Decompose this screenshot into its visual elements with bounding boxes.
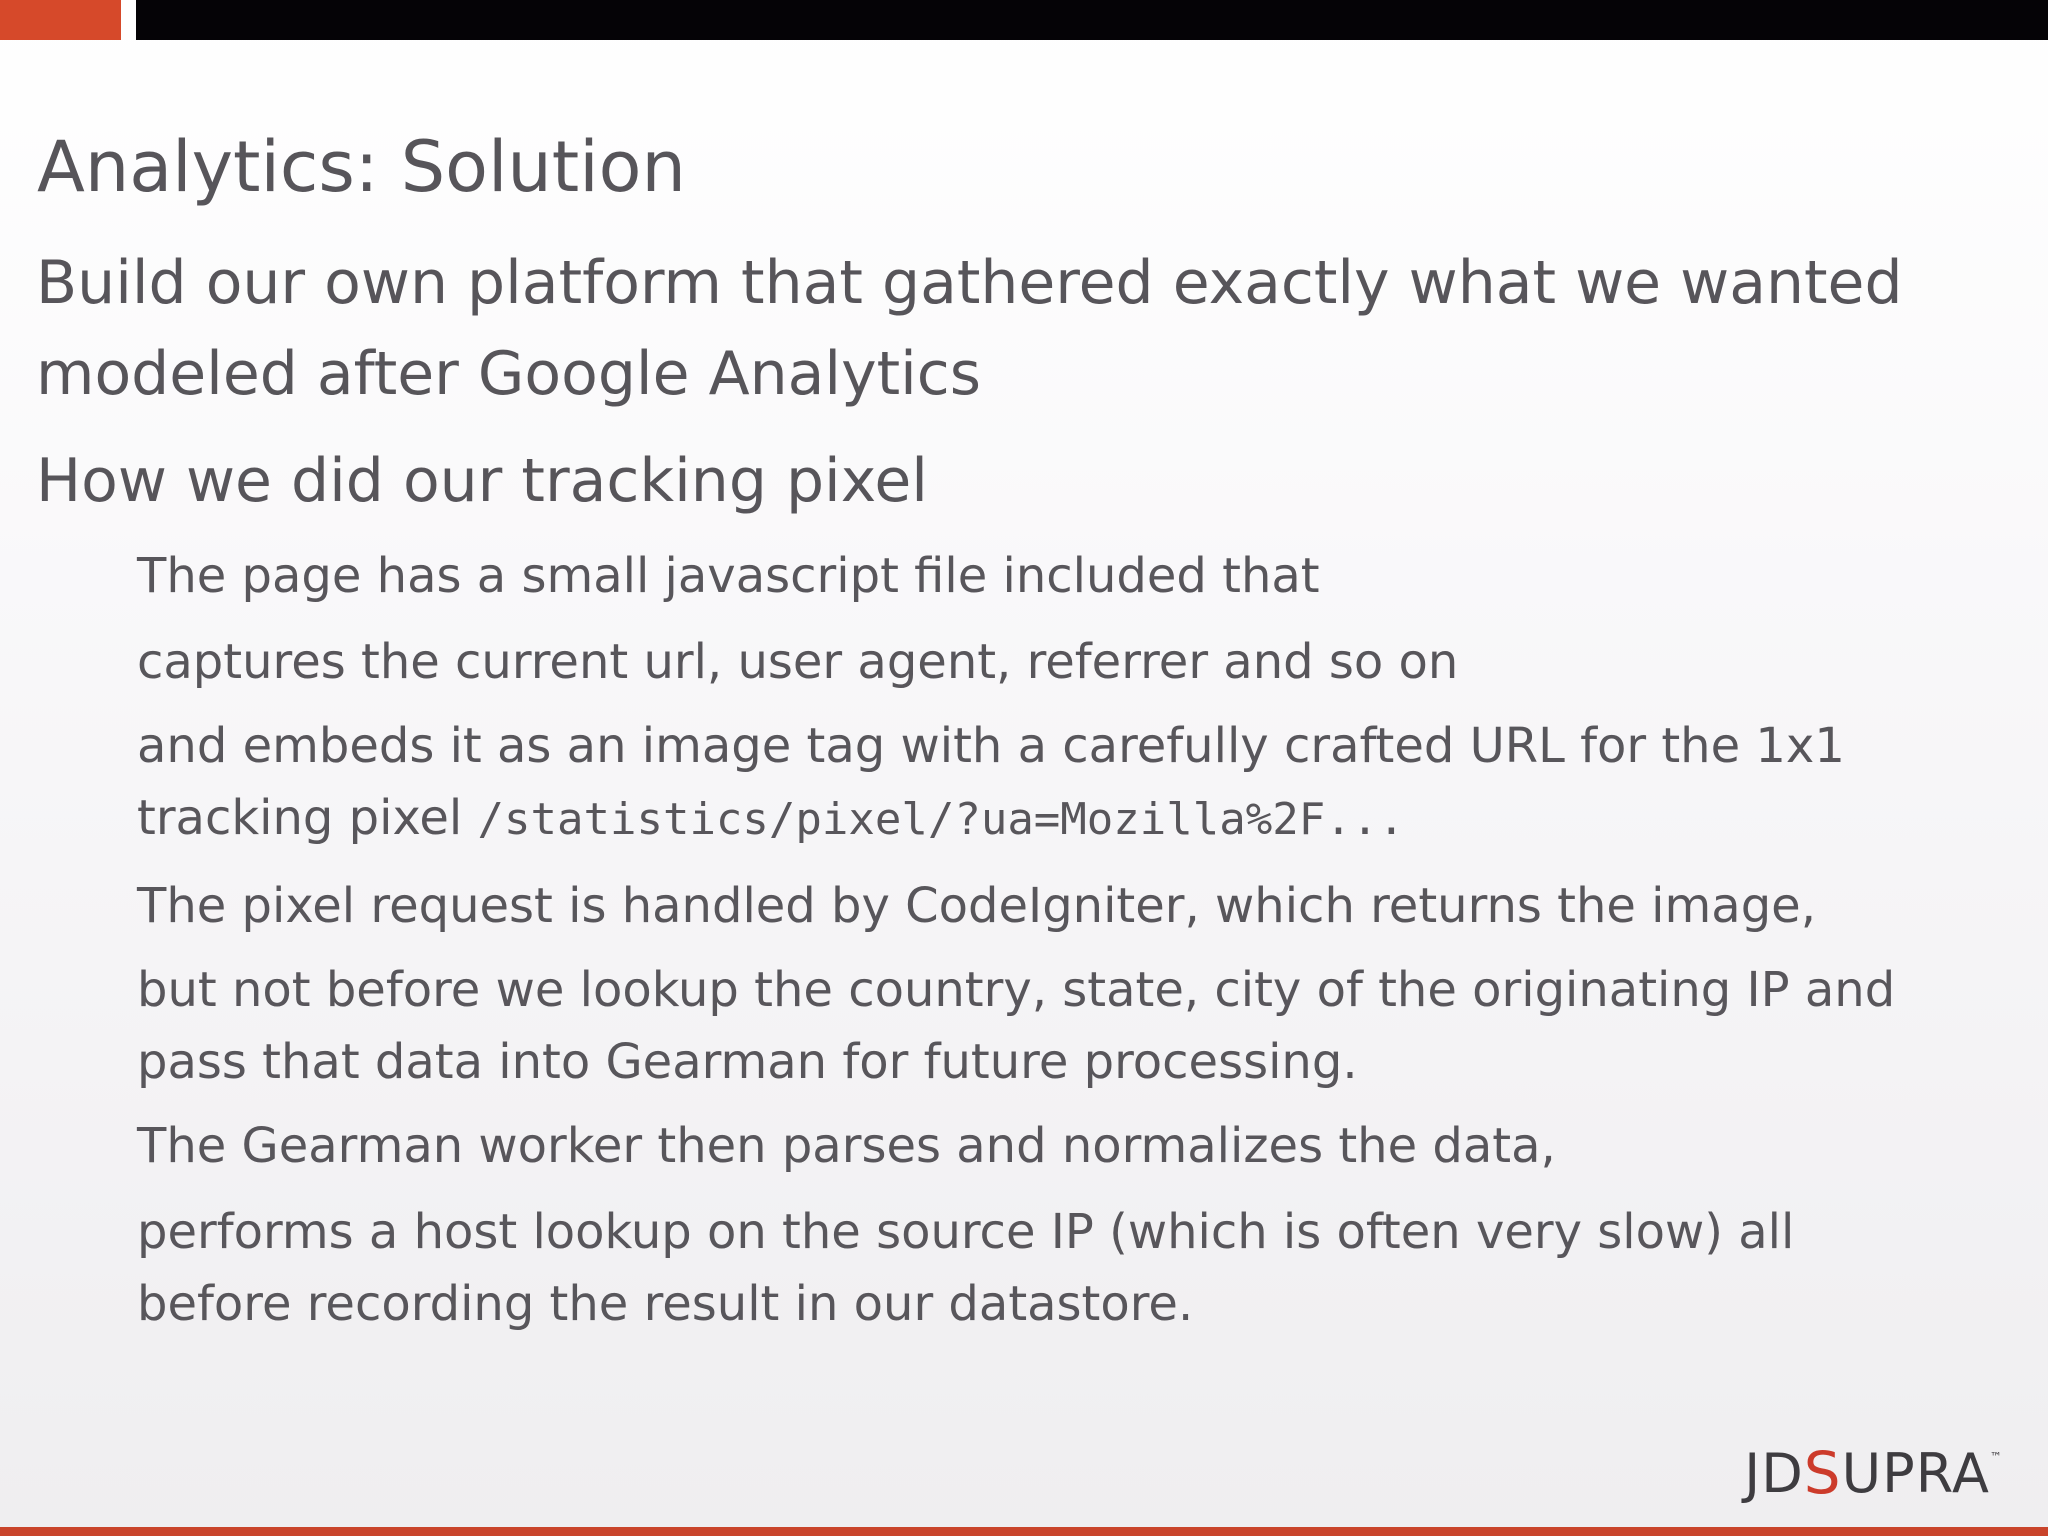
- top-bar: [0, 0, 2048, 40]
- bullet-l1: Build our own platform that gathered exactly what we wanted: [36, 248, 1903, 318]
- bottom-bar: [0, 1527, 2048, 1536]
- logo-text-upra: UPRA: [1841, 1441, 1990, 1505]
- top-bar-accent: [0, 0, 121, 40]
- bullet-l1: modeled after Google Analytics: [36, 339, 982, 409]
- bullet-l2: captures the current url, user agent, referrer and so on: [137, 634, 1459, 690]
- pixel-url-code: /statistics/pixel/?ua=Mozilla%2F...: [477, 794, 1405, 845]
- bullet-l2: but not before we lookup the country, state, city of the originating IP and: [137, 962, 1896, 1018]
- bullet-l2: The Gearman worker then parses and normalizes the data,: [137, 1118, 1556, 1174]
- bullet-l2: [137, 782, 1405, 856]
- slide-title: Analytics: Solution: [37, 126, 686, 208]
- bullet-l1: How we did our tracking pixel: [36, 446, 928, 516]
- logo-text-jd: JD: [1744, 1441, 1804, 1505]
- top-bar-dark: [136, 0, 2048, 40]
- bullet-l2: pass that data into Gearman for future processing.: [137, 1034, 1358, 1090]
- logo-text-s: S: [1803, 1439, 1842, 1507]
- logo-trademark: ™: [1990, 1450, 2002, 1464]
- bullet-l2-text: tracking pixel: [137, 790, 463, 846]
- bullet-l2: performs a host lookup on the source IP (which is often very slow) all: [137, 1204, 1795, 1260]
- bullet-l2: The page has a small javascript file included that: [137, 548, 1320, 604]
- bullet-l2: before recording the result in our datastore.: [137, 1276, 1194, 1332]
- bullet-l2: The pixel request is handled by CodeIgniter, which returns the image,: [137, 878, 1816, 934]
- jdsupra-logo: [1744, 1438, 2002, 1508]
- bullet-l2: and embeds it as an image tag with a carefully crafted URL for the 1x1: [137, 718, 1845, 774]
